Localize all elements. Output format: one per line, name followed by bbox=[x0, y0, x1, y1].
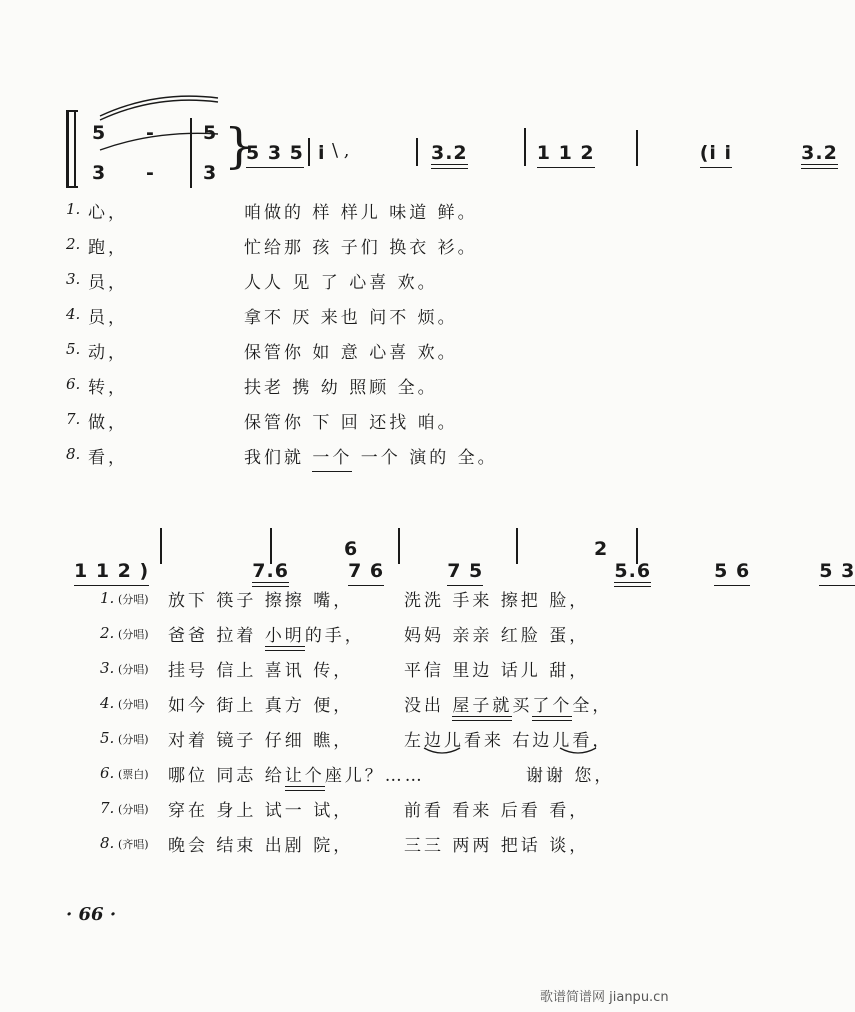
barline bbox=[270, 528, 272, 564]
verse-start: 员， bbox=[88, 273, 128, 293]
role-tag: (分唱) bbox=[118, 593, 149, 606]
system-bracket bbox=[66, 112, 69, 188]
note-3-right: 3 bbox=[203, 162, 218, 184]
verse-number: 3. bbox=[100, 659, 115, 677]
measure-4b: 2 bbox=[594, 538, 609, 560]
measure-2b: 6 bbox=[344, 538, 359, 560]
verse-start: 动， bbox=[88, 343, 128, 363]
verse-line: 人人 见 了 心喜 欢。 bbox=[244, 273, 438, 293]
verse-text: 我们就 bbox=[244, 448, 313, 468]
lyric-line-a: 如今 街上 真方 便， bbox=[168, 696, 354, 716]
verse-number: 2. bbox=[100, 624, 115, 642]
barline bbox=[160, 528, 162, 564]
verse-start: 心， bbox=[88, 203, 128, 223]
verse-line: 保管你 下 回 还找 咱。 bbox=[244, 413, 458, 433]
barline bbox=[524, 128, 526, 166]
verse-number: 4. bbox=[66, 305, 81, 323]
lyric-line-b bbox=[404, 691, 612, 716]
verse-number: 7. bbox=[100, 799, 115, 817]
bracket-top-hook bbox=[66, 110, 78, 112]
lyric-text: 全， bbox=[572, 696, 613, 716]
verse-number: 5. bbox=[66, 340, 81, 358]
verse-number: 2. bbox=[66, 235, 81, 253]
verse-line: 忙给那 孩 子们 换衣 衫。 bbox=[244, 238, 478, 258]
barline-inner bbox=[190, 118, 192, 188]
measure-2: 3.2 bbox=[430, 142, 468, 164]
role-tag: (齐唱) bbox=[118, 838, 149, 851]
double-underline: 屋子就 bbox=[452, 696, 513, 716]
lyric-line-b: 洗洗 手来 擦把 脸， bbox=[404, 591, 590, 611]
measure-3b: 5 6 bbox=[714, 560, 751, 582]
watermark: 歌谱简谱网 jianpu.cn bbox=[540, 990, 669, 1005]
double-underline: 了个 bbox=[532, 696, 573, 716]
verse-line: 咱做的 样 样儿 味道 鲜。 bbox=[244, 203, 478, 223]
lyric-line-a bbox=[168, 761, 425, 786]
measure-0: 1 1 2 ) bbox=[74, 560, 150, 582]
verse-start: 做， bbox=[88, 413, 128, 433]
measure-4: (i i bbox=[699, 142, 733, 164]
lyric-text: 没出 bbox=[404, 696, 453, 716]
note-5-top: 5 bbox=[92, 122, 107, 144]
barline bbox=[398, 528, 400, 564]
measure-2a: 7 5 bbox=[447, 560, 484, 582]
lyric-line-a: 挂号 信上 喜讯 传， bbox=[168, 661, 354, 681]
dash-top: - bbox=[146, 122, 155, 144]
role-tag: (分唱) bbox=[118, 733, 149, 746]
measure-4a: 5 3 bbox=[819, 560, 855, 582]
brace-right: } bbox=[224, 118, 255, 174]
verse-line: 扶老 携 幼 照顾 全。 bbox=[244, 378, 438, 398]
measure-1a: 7.6 bbox=[252, 560, 289, 582]
lyric-line-a: 放下 筷子 擦擦 嘴， bbox=[168, 591, 354, 611]
verse-text: 一个 演的 全。 bbox=[352, 448, 498, 468]
lyric-line-b: 谢谢 您， bbox=[526, 766, 615, 786]
lyric-line-b: 妈妈 亲亲 红脸 蛋， bbox=[404, 626, 590, 646]
verse-line: 拿不 厌 来也 问不 烦。 bbox=[244, 308, 458, 328]
bracket-bottom-hook bbox=[66, 186, 78, 188]
double-underline: 让个 bbox=[284, 766, 325, 786]
barline bbox=[636, 528, 638, 564]
lyric-text: 座儿？…… bbox=[324, 766, 425, 786]
verse-number: 8. bbox=[100, 834, 115, 852]
measure-2-high-note: i bbox=[318, 142, 326, 164]
page-number: · 66 · bbox=[66, 904, 117, 925]
lyric-line-a bbox=[168, 621, 365, 646]
measure-1b: 7 6 bbox=[348, 560, 385, 582]
barline bbox=[416, 138, 418, 166]
note-3-bottom: 3 bbox=[92, 162, 107, 184]
lyric-text: 的手， bbox=[304, 626, 365, 646]
lyric-line-a: 穿在 身上 试一 试， bbox=[168, 801, 354, 821]
score-system-1 bbox=[0, 0, 838, 184]
verse-line: 保管你 如 意 心喜 欢。 bbox=[244, 343, 458, 363]
verse-start: 看， bbox=[88, 448, 128, 468]
verse-start: 员， bbox=[88, 308, 128, 328]
slur-underline: 一个 bbox=[312, 448, 353, 468]
verse-start: 跑， bbox=[88, 238, 128, 258]
verse-number: 3. bbox=[66, 270, 81, 288]
breath-mark: \ , bbox=[332, 140, 350, 161]
barline bbox=[308, 138, 310, 166]
verse-number: 4. bbox=[100, 694, 115, 712]
lyric-line-b: 左边儿看来 右边儿看， bbox=[404, 731, 613, 751]
verse-number: 6. bbox=[66, 375, 81, 393]
lyric-text: 爸爸 拉着 bbox=[168, 626, 265, 646]
lyric-line-b: 前看 看来 后看 看， bbox=[404, 801, 590, 821]
double-underline: 小明 bbox=[264, 626, 305, 646]
system-bracket-inner bbox=[74, 112, 76, 188]
measure-1: 5 3 5 bbox=[246, 142, 304, 164]
lyric-line-b: 平信 里边 话儿 甜， bbox=[404, 661, 590, 681]
dash-bottom: - bbox=[146, 162, 155, 184]
slur-marks bbox=[420, 746, 620, 760]
role-tag: (分唱) bbox=[118, 698, 149, 711]
barline bbox=[516, 528, 518, 564]
verse-number: 6. bbox=[100, 764, 115, 782]
verse-number: 1. bbox=[66, 200, 81, 218]
note-5-right: 5 bbox=[203, 122, 218, 144]
verse-start: 转， bbox=[88, 378, 128, 398]
role-tag: (分唱) bbox=[118, 803, 149, 816]
verse-line bbox=[244, 443, 498, 468]
lyric-line-b: 三三 两两 把话 谈， bbox=[404, 836, 590, 856]
verse-number: 8. bbox=[66, 445, 81, 463]
role-tag: (分唱) bbox=[118, 663, 149, 676]
measure-4b: 3.2 bbox=[801, 142, 838, 164]
role-tag: (票白) bbox=[118, 768, 149, 781]
lyric-line-a: 对着 镜子 仔细 瞧， bbox=[168, 731, 354, 751]
lyric-line-a: 晚会 结束 出剧 院， bbox=[168, 836, 354, 856]
measure-3: 1 1 2 bbox=[536, 142, 595, 164]
lyric-text: 买 bbox=[512, 696, 533, 716]
lyric-text: 哪位 同志 给 bbox=[168, 766, 285, 786]
verse-number: 7. bbox=[66, 410, 81, 428]
measure-3a: 5.6 bbox=[614, 560, 652, 582]
barline bbox=[636, 130, 638, 166]
role-tag: (分唱) bbox=[118, 628, 149, 641]
verse-number: 5. bbox=[100, 729, 115, 747]
verse-number: 1. bbox=[100, 589, 115, 607]
